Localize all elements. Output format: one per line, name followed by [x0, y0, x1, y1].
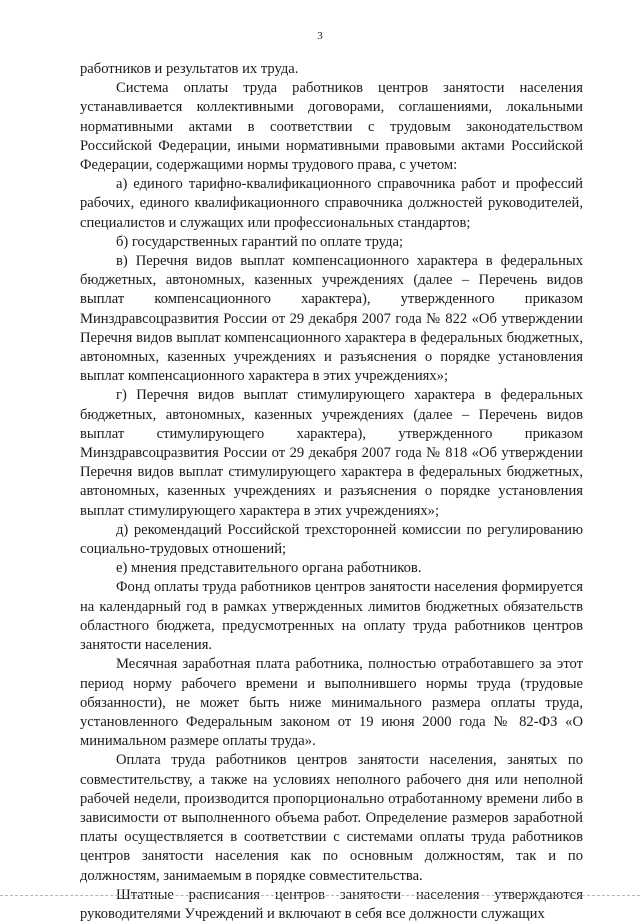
paragraph-monthly-wage: Месячная заработная плата работника, полностью отработавшего за этот период норму рабочего времени и выполнившего нормы труда (трудовые обязанности), не может быть ниже минимального размера оплаты труда, установленного Федеральным законом от 19 июня 2000 года № 82-ФЗ «О минимальном размере оплаты труда». [80, 656, 583, 750]
paragraph-item-e: е) мнения представительного органа работников. [116, 560, 422, 577]
scan-artifact-line [0, 895, 640, 897]
paragraph-continuation: работников и результатов их труда. [80, 61, 299, 77]
page-number: 3 [317, 30, 323, 42]
paragraph-system-of-pay: Система оплаты труда работников центров занятости населения устанавливается коллективными договорами, соглашениями, локальными нормативными актами в соответствии с трудовым законодательством Российской Федерации, иными нормативными правовыми актами Российской Федерации, содержащими нормы трудового права, с учетом: [80, 80, 583, 174]
paragraph-item-a: а) единого тарифно-квалификационного справочника работ и профессий рабочих, единого квалификационного справочника должностей руководителей, специалистов и служащих или профессиональных стандартов; [80, 176, 583, 231]
document-body [80, 60, 583, 924]
paragraph-item-b: б) государственных гарантий по оплате труда; [116, 233, 404, 250]
paragraph-item-v: в) Перечня видов выплат компенсационного характера в федеральных бюджетных, автономных, казенных учреждениях (далее – Перечень видов выплат компенсационного характера), утвержденного приказом Минздравсоцразвития России от 29 декабря 2007 года № 822 «Об утверждении Перечня видов выплат компенсационного характера в федеральных бюджетных, автономных, казенных учреждениях и разъяснения о порядке установления выплат компенсационного характера в этих учреждениях»; [80, 253, 583, 385]
paragraph-item-d: д) рекомендаций Российской трехсторонней комиссии по регулированию социально-трудовых отношений; [80, 521, 583, 558]
paragraph-staffing-schedules: Штатные расписания центров занятости населения утверждаются руководителями Учреждений и включают в себя все должности служащих [80, 886, 583, 922]
paragraph-item-g: г) Перечня видов выплат стимулирующего характера в федеральных бюджетных, автономных, казенных учреждениях (далее – Перечень видов выплат стимулирующего характера), утвержденного приказом Минздравсоцразвития России от 29 декабря 2007 года № 818 «Об утверждении Перечня видов выплат стимулирующего характера в федеральных бюджетных, автономных, казенных учреждениях и разъяснения о порядке установления выплат стимулирующего характера в этих учреждениях»; [80, 387, 583, 519]
paragraph-part-time-pay: Оплата труда работников центров занятости населения, занятых по совместительству, а также на условиях неполного рабочего дня или неполной рабочей недели, производится пропорционально отработанному времени либо в зависимости от выполненного объема работ. Определение размеров заработной платы осуществляется в соответствии с системами оплаты труда работников центров занятости населения как по основным должностям, так и по должностям, занимаемым в порядке совместительства. [80, 752, 583, 884]
paragraph-payroll-fund: Фонд оплаты труда работников центров занятости населения формируется на календарный год в рамках утвержденных лимитов бюджетных обязательств областного бюджета, предусмотренных на оплату труда работников центров занятости населения. [80, 579, 583, 654]
